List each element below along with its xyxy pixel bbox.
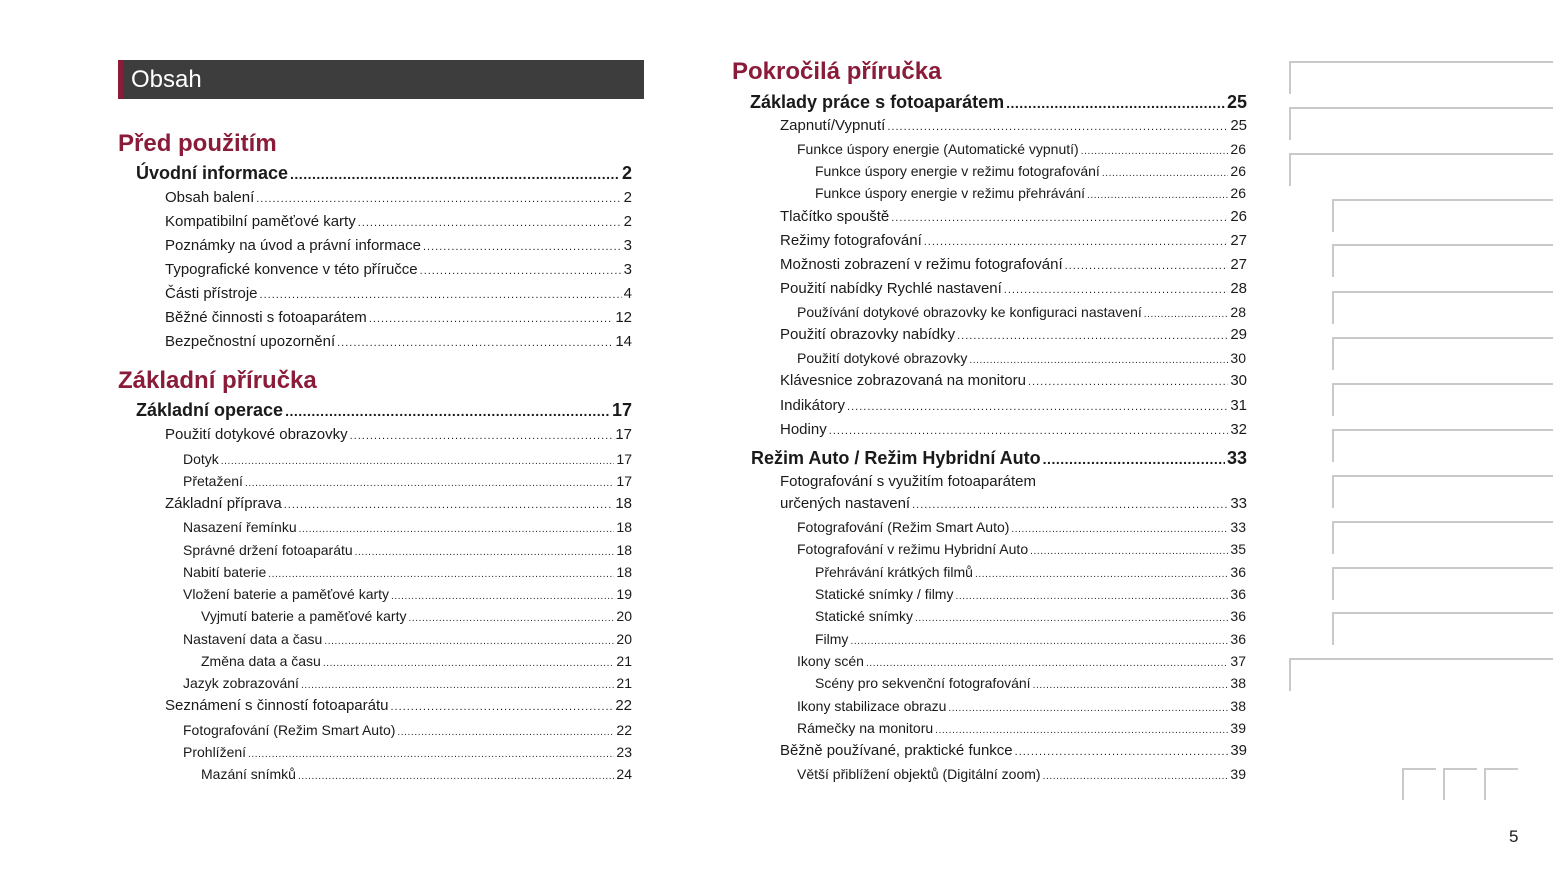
toc-entry[interactable]: Používání dotykové obrazovky ke konfiguraci nastavení ..... 28 [797, 303, 1246, 324]
chapter-tab[interactable] [1289, 153, 1553, 186]
toc-entry[interactable]: Vložení baterie a paměťové karty ..... 19 [183, 585, 632, 606]
section-title-zakladni-prirucka: Základní příručka [118, 367, 317, 394]
toc-entry[interactable]: Klávesnice zobrazovaná na monitoru ..... 30 [780, 372, 1247, 391]
chapter-tab[interactable] [1289, 107, 1553, 140]
toc-entry[interactable]: Použití nabídky Rychlé nastavení ..... 28 [780, 280, 1247, 299]
toc-entry[interactable]: Typografické konvence v této příručce ..... 3 [165, 261, 632, 280]
toc-entry[interactable]: Nabití baterie ..... 18 [183, 563, 632, 584]
toc-entry[interactable]: Filmy ..... 36 [815, 630, 1246, 651]
toc-entry[interactable]: Fotografování (Režim Smart Auto) ..... 33 [797, 518, 1246, 539]
toc-entry[interactable]: Dotyk ..... 17 [183, 450, 632, 471]
toc-entry[interactable]: Funkce úspory energie (Automatické vypnutí) ..... 26 [797, 140, 1246, 161]
toc-entry[interactable]: Hodiny ..... 32 [780, 421, 1247, 440]
chapter-tab[interactable] [1332, 291, 1553, 324]
toc-entry[interactable]: Větší přiblížení objektů (Digitální zoom) ..... 39 [797, 765, 1246, 786]
toc-title: Obsah [131, 66, 202, 93]
toc-entry[interactable]: Fotografování v režimu Hybridní Auto ..... 35 [797, 540, 1246, 561]
toc-entry[interactable]: Ikony scén ..... 37 [797, 652, 1246, 673]
chapter-tab[interactable] [1332, 475, 1553, 508]
toc-entry[interactable]: Mazání snímků ..... 24 [201, 765, 632, 786]
toc-entry[interactable]: Statické snímky ..... 36 [815, 607, 1246, 628]
toc-entry[interactable]: Přetažení ..... 17 [183, 472, 632, 493]
toc-entry[interactable]: Režim Auto / Režim Hybridní Auto ..... 33 [751, 447, 1247, 470]
toc-entry[interactable]: Základní operace ..... 17 [136, 399, 632, 422]
toc-entry[interactable]: Části přístroje ..... 4 [165, 285, 632, 304]
page-number: 5 [1509, 827, 1519, 846]
toc-entry[interactable]: Kompatibilní paměťové karty ..... 2 [165, 213, 632, 232]
chapter-tab[interactable] [1289, 658, 1553, 691]
toc-entry[interactable]: Vyjmutí baterie a paměťové karty ..... 20 [201, 607, 632, 628]
toc-entry[interactable]: Funkce úspory energie v režimu fotografování ..... 26 [815, 162, 1246, 183]
toc-entry[interactable]: Rámečky na monitoru ..... 39 [797, 719, 1246, 740]
toc-entry-multiline-first[interactable]: Fotografování s využitím fotoaparátem [780, 473, 1036, 490]
chapter-tab[interactable] [1332, 337, 1553, 370]
toc-entry[interactable]: Fotografování (Režim Smart Auto) ..... 22 [183, 721, 632, 742]
toc-entry[interactable]: Běžně používané, praktické funkce ..... 39 [780, 742, 1247, 761]
toc-entry[interactable]: Běžné činnosti s fotoaparátem ..... 12 [165, 309, 632, 328]
toc-entry[interactable]: Změna data a času ..... 21 [201, 652, 632, 673]
toc-entry[interactable]: Použití dotykové obrazovky ..... 17 [165, 426, 632, 445]
toc-entry[interactable]: Ikony stabilizace obrazu ..... 38 [797, 697, 1246, 718]
chapter-tab[interactable] [1332, 244, 1553, 277]
toc-entry[interactable]: Zapnutí/Vypnutí ..... 25 [780, 117, 1247, 136]
toc-entry[interactable]: Základy práce s fotoaparátem ..... 25 [750, 91, 1247, 114]
toc-entry[interactable]: Přehrávání krátkých filmů ..... 36 [815, 563, 1246, 584]
nav-button[interactable] [1443, 768, 1477, 800]
toc-entry[interactable]: Tlačítko spouště ..... 26 [780, 208, 1247, 227]
toc-entry[interactable]: Obsah balení ..... 2 [165, 189, 632, 208]
toc-entry[interactable]: Jazyk zobrazování ..... 21 [183, 674, 632, 695]
toc-entry[interactable]: Seznámení s činností fotoaparátu ..... 22 [165, 697, 632, 716]
nav-button[interactable] [1402, 768, 1436, 800]
chapter-tab[interactable] [1332, 429, 1553, 462]
toc-entry[interactable]: Použití dotykové obrazovky ..... 30 [797, 349, 1246, 370]
chapter-tab[interactable] [1332, 521, 1553, 554]
chapter-tab[interactable] [1289, 61, 1553, 94]
toc-entry[interactable]: Nasazení řemínku ..... 18 [183, 518, 632, 539]
toc-entry[interactable]: Statické snímky / filmy ..... 36 [815, 585, 1246, 606]
chapter-tab[interactable] [1332, 612, 1553, 645]
toc-entry[interactable]: Základní příprava ..... 18 [165, 495, 632, 514]
chapter-tab[interactable] [1332, 199, 1553, 232]
section-title-pred-pouzitim: Před použitím [118, 130, 277, 157]
toc-entry[interactable]: určených nastavení ..... 33 [780, 495, 1247, 514]
chapter-tab[interactable] [1332, 567, 1553, 600]
chapter-tab[interactable] [1332, 383, 1553, 416]
toc-entry[interactable]: Funkce úspory energie v režimu přehrávání ..... 26 [815, 184, 1246, 205]
toc-entry[interactable]: Správné držení fotoaparátu ..... 18 [183, 541, 632, 562]
toc-entry[interactable]: Nastavení data a času ..... 20 [183, 630, 632, 651]
section-title-pokrocila-prirucka: Pokročilá příručka [732, 58, 942, 85]
toc-entry[interactable]: Indikátory ..... 31 [780, 397, 1247, 416]
nav-button[interactable] [1484, 768, 1518, 800]
toc-entry[interactable]: Bezpečnostní upozornění ..... 14 [165, 333, 632, 352]
toc-entry[interactable]: Prohlížení ..... 23 [183, 743, 632, 764]
toc-entry[interactable]: Použití obrazovky nabídky ..... 29 [780, 326, 1247, 345]
toc-entry[interactable]: Možnosti zobrazení v režimu fotografování ..... 27 [780, 256, 1247, 275]
toc-entry[interactable]: Úvodní informace ..... 2 [136, 162, 632, 185]
toc-entry[interactable]: Scény pro sekvenční fotografování ..... 38 [815, 674, 1246, 695]
toc-entry[interactable]: Poznámky na úvod a právní informace ..... 3 [165, 237, 632, 256]
toc-header-bar [118, 60, 644, 99]
toc-entry[interactable]: Režimy fotografování ..... 27 [780, 232, 1247, 251]
